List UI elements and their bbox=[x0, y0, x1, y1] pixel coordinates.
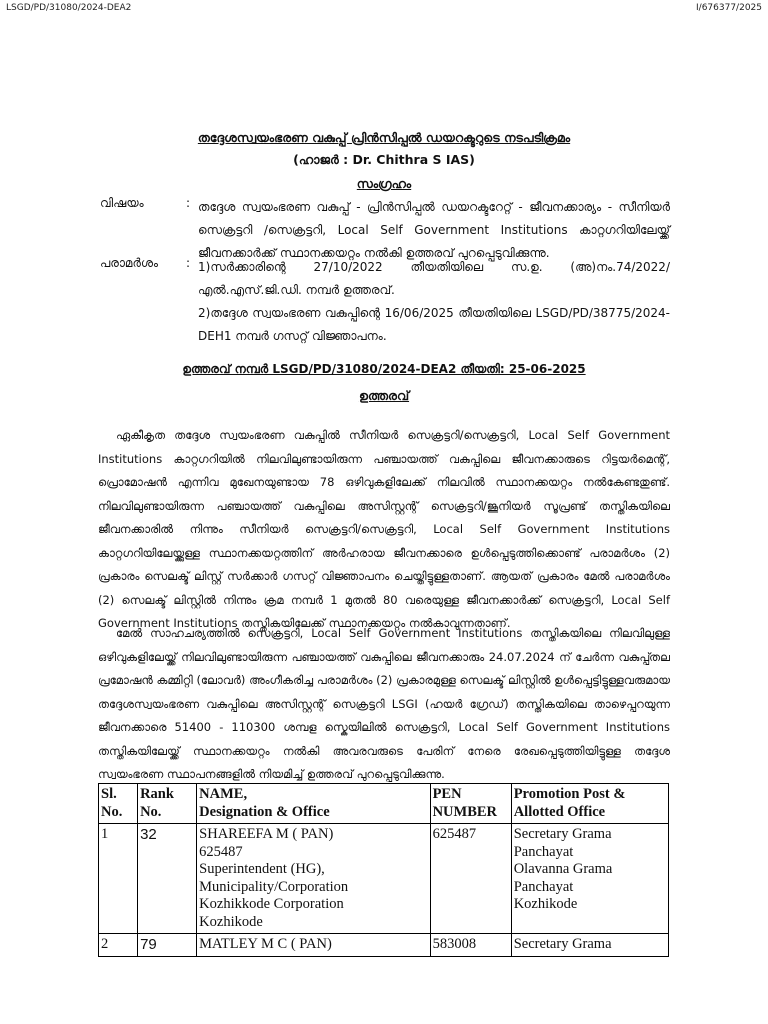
subject-colon: : bbox=[186, 196, 191, 210]
cell-rank: 79 bbox=[138, 934, 197, 957]
order-number: ഉത്തരവ് നമ്പർ LSGD/PD/31080/2024-DEA2 തീയതി: 25-06-2025 bbox=[182, 362, 586, 376]
subject-label: വിഷയം bbox=[100, 196, 144, 210]
header-sl-no: Sl. No. bbox=[99, 784, 138, 824]
cell-post: Secretary Grama bbox=[511, 934, 668, 957]
table-row bbox=[99, 824, 669, 934]
order-paragraph-2: മേൽ സാഹചര്യത്തിൽ സെക്രട്ടറി, Local Self Government Institutions തസ്തികയിലെ നിലവിലുള്ള ഒഴിവുകളിലേയ്ക്ക് നിലവിലുണ്ടായിരുന്ന പഞ്ചായത്ത് വകുപ്പിലെ ജീവനക്കാരും 24.07.2024 ന് ചേർന്ന വകുപ്പ്തല പ്രമോഷൻ കമ്മിറ്റി (ലോവർ) അംഗീകരിച്ച പരാമർശം (2) പ്രകാരമുള്ള സെലക്ട് ലിസ്റ്റിൽ ഉൾപ്പെട്ടിട്ടുള്ളവരുമായ തദ്ദേശസ്വയംഭരണ വകുപ്പിലെ അസിസ്റ്റന്റ് സെക്രട്ടറി LSGI (ഹയർ ഗ്രേഡ്) തസ്തികയിലെ താഴെപ്പറയുന്ന ജീവനക്കാരെ 51400 - 110300 ശമ്പള സ്കെയിലിൽ സെക്രട്ടറി, Local Self Government Institutions തസ്തികയിലേയ്ക്ക് സ്ഥാനക്കയറ്റം നൽകി അവരവരുടെ പേരിന് നേരെ രേഖപ്പെടുത്തിയിട്ടുള്ള തദ്ദേശ സ്വയംഭരണ സ്ഥാപനങ്ങളിൽ നിയമിച്ച് ഉത്തരവ് പുറപ്പെടുവിക്കുന്നു. bbox=[98, 626, 670, 781]
subject-text: തദ്ദേശ സ്വയംഭരണ വകുപ്പ് - പ്രിൻസിപ്പൽ ഡയറക്ടറേറ്റ് - ജീവനക്കാര്യം - സീനിയർ സെക്രട്ടറി /സെക്രട്ടറി, Local Self Government Institutions കാറ്റഗറിയിലേയ്ക്ക് ജീവനക്കാർക്ക് സ്ഥാനക്കയറ്റം നൽകി ഉത്തരവ് പുറപ്പെടുവിക്കുന്നു. bbox=[198, 200, 670, 260]
reference-label: പരാമർശം bbox=[100, 256, 158, 270]
header-reference-number: I/676377/2025 bbox=[696, 3, 762, 13]
cell-sl: 1 bbox=[99, 824, 138, 934]
header-pen-number: PEN NUMBER bbox=[430, 784, 511, 824]
cell-pen: 625487 bbox=[430, 824, 511, 934]
order-paragraph-1: ഏകീകൃത തദ്ദേശ സ്വയംഭരണ വകുപ്പിൽ സീനിയർ സെക്രട്ടറി/സെക്രട്ടറി, Local Self Government Institutions കാറ്റഗറിയിൽ നിലവിലുണ്ടായിരുന്ന പഞ്ചായത്ത് വകുപ്പിലെ ജീവനക്കാരുടെ റിട്ടയർമെന്റ്, പ്രൊമോഷൻ എന്നിവ മുഖേനയുണ്ടായ 78 ഒഴിവുകളിലേക്ക് നിലവിൽ സ്ഥാനക്കയറ്റം നൽകേണ്ടതുണ്ട്. നിലവിലുണ്ടായിരുന്ന പഞ്ചായത്ത് വകുപ്പിലെ അസിസ്റ്റന്റ് സെക്രട്ടറി/ജൂനിയർ സൂപ്രണ്ട് തസ്തികയിലെ ജീവനക്കാരിൽ നിന്നും സീനിയർ സെക്രട്ടറി/സെക്രട്ടറി, Local Self Government Institutions കാറ്റഗറിയിലേയ്ക്കുള്ള സ്ഥാനക്കയറ്റത്തിന് അർഹരായ ജീവനക്കാരെ ഉൾപ്പെടുത്തിക്കൊണ്ട് പരാമർശം (2) പ്രകാരം സെലക്ട് ലിസ്റ്റ് സർക്കാർ ഗസറ്റ് വിജ്ഞാപനം ചെയ്തിട്ടുള്ളതാണ്. ആയത് പ്രകാരം മേൽ പരാമർശം (2) സെലക്ട് ലിസ്റ്റിൽ നിന്നും ക്രമ നമ്പർ 1 മുതൽ 80 വരെയുള്ള ജീവനക്കാർക്ക് സെക്രട്ടറി, Local Self Government Institutions തസ്തികയിലേക്ക് സ്ഥാനക്കയറ്റം നൽകാവുന്നതാണ്. bbox=[98, 428, 670, 630]
reference-item-1: 1)സർക്കാരിന്റെ 27/10/2022 തീയതിയിലെ സ.ഉ. (അ)നം.74/2022/എൽ.എസ്.ജി.ഡി. നമ്പർ ഉത്തരവ്. bbox=[198, 260, 670, 297]
table-row bbox=[99, 934, 669, 957]
table-header-row bbox=[99, 784, 669, 824]
header-file-number: LSGD/PD/31080/2024-DEA2 bbox=[6, 3, 132, 13]
cell-post: Secretary Grama Panchayat Olavanna Grama Panchayat Kozhikode bbox=[511, 824, 668, 934]
cell-sl: 2 bbox=[99, 934, 138, 957]
promotion-table bbox=[98, 783, 669, 957]
cell-pen: 583008 bbox=[430, 934, 511, 957]
reference-item-2: 2)തദ്ദേശ സ്വയംഭരണ വകുപ്പിന്റെ 16/06/2025 തീയതിയിലെ LSGD/PD/38775/2024-DEH1 നമ്പർ ഗസറ്റ് വിജ്ഞാപനം. bbox=[198, 306, 670, 343]
cell-name: SHAREEFA M ( PAN) 625487 Superintendent (HG), Municipality/Corporation Kozhikkode Corporation Kozhikode bbox=[197, 824, 430, 934]
cell-name: MATLEY M C ( PAN) bbox=[197, 934, 430, 957]
header-name-designation: NAME, Designation & Office bbox=[197, 784, 430, 824]
reference-items bbox=[198, 256, 670, 348]
header-rank-no: Rank No. bbox=[138, 784, 197, 824]
reference-colon: : bbox=[186, 256, 191, 270]
cell-rank: 32 bbox=[138, 824, 197, 934]
present-officer: (ഹാജർ : Dr. Chithra S IAS) bbox=[293, 152, 475, 167]
order-heading: ഉത്തരവ് bbox=[358, 388, 410, 403]
header-promotion-post: Promotion Post & Allotted Office bbox=[511, 784, 668, 824]
reference-block bbox=[100, 256, 670, 346]
summary-heading: സംഗ്രഹം bbox=[356, 176, 412, 191]
document-title: തദ്ദേശസ്വയംഭരണ വകുപ്പ് പ്രിൻസിപ്പൽ ഡയറക്ടറുടെ നടപടിക്രമം bbox=[197, 130, 571, 145]
